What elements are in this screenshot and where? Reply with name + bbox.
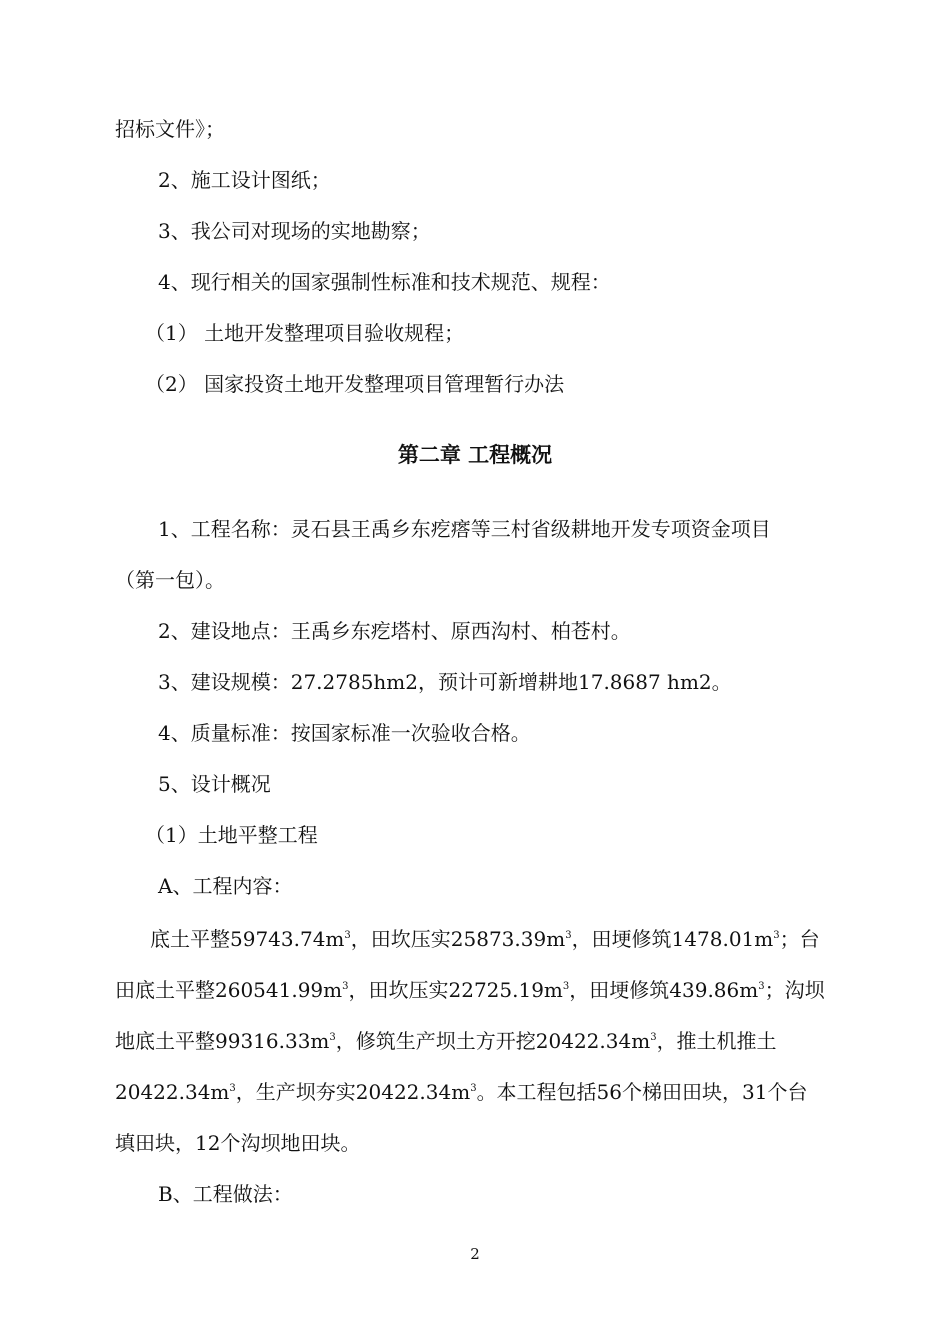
text-line-7: 1、工程名称：灵石县王禹乡东疙瘩等三村省级耕地开发专项资金项目 — [158, 517, 771, 541]
text-line-10: 3、建设规模：27.2785hm2，预计可新增耕地17.8687 hm2。 — [158, 670, 732, 694]
paragraph-line-1: 底土平整$59743.74m^3$，田坎压实$25873.39m^3$，田埂修筑$1478.01m^3$；台 — [150, 927, 820, 951]
paragraph-line-2: 田底土平整$260541.99m^3$，田坎压实$22725.19m^3$，田埂修筑$439.86m^3$；沟坝 — [115, 978, 825, 1002]
page-number: 2 — [470, 1245, 480, 1263]
text-line-15: B、工程做法： — [158, 1182, 293, 1206]
chapter-heading: 第二章 工程概况 — [397, 442, 553, 467]
text-line-9: 2、建设地点：王禹乡东疙塔村、原西沟村、柏苍村。 — [158, 619, 631, 643]
text-line-2: 2、施工设计图纸； — [158, 168, 331, 192]
paragraph-line-3: 地底土平整$99316.33m^3$，修筑生产坝土方开挖$20422.34m^3$，推土机推土 — [115, 1029, 777, 1053]
text-line-13: （1）土地平整工程 — [145, 823, 318, 847]
text-line-3: 3、我公司对现场的实地勘察； — [158, 219, 431, 243]
text-line-12: 5、设计概况 — [158, 772, 271, 796]
text-line-5: （1） 土地开发整理项目验收规程； — [145, 321, 465, 345]
paragraph-line-5: 填田块，12个沟坝地田块。 — [115, 1131, 361, 1155]
text-line-4: 4、现行相关的国家强制性标准和技术规范、规程： — [158, 270, 611, 294]
text-line-6: （2） 国家投资土地开发整理项目管理暂行办法 — [145, 372, 565, 396]
paragraph-line-4: $20422.34m^3$，生产坝夯实$20422.34m^3$。本工程包括56个梯田田块，31个台 — [115, 1080, 808, 1104]
text-line-11: 4、质量标准：按国家标准一次验收合格。 — [158, 721, 531, 745]
text-line-8: （第一包）。 — [115, 568, 225, 592]
text-line-14: A、工程内容： — [158, 874, 293, 898]
text-line-1: 招标文件》； — [115, 117, 225, 141]
